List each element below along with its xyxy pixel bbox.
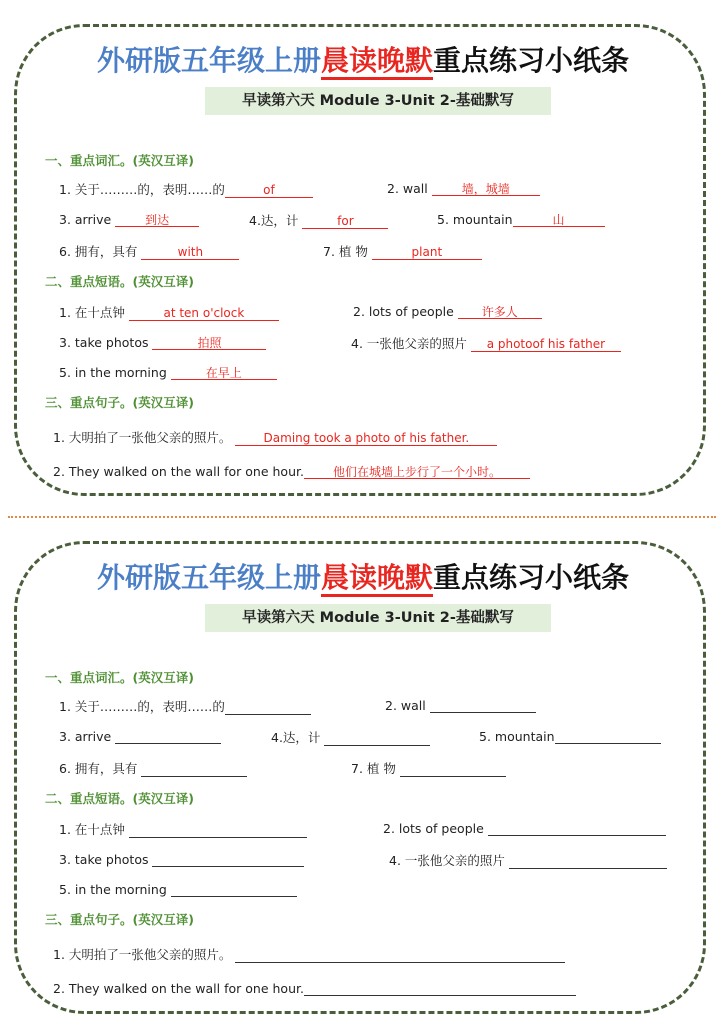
question-text: 2. wall xyxy=(385,698,426,713)
phrase-item-5 xyxy=(59,881,297,897)
blank-card xyxy=(14,541,706,1014)
question-text: 2. They walked on the wall for one hour. xyxy=(53,981,304,996)
answer-card xyxy=(14,24,706,496)
answer-blank[interactable] xyxy=(129,305,279,321)
subtitle-banner: 早读第六天 Module 3-Unit 2-基础默写 xyxy=(205,87,551,115)
answer-blank[interactable] xyxy=(458,303,542,319)
title-part-blue: 外研版五年级上册 xyxy=(96,561,321,594)
sentence-item-2 xyxy=(53,463,530,479)
question-text: 2. lots of people xyxy=(353,304,454,319)
answer-blank[interactable] xyxy=(400,761,506,777)
answer-blank[interactable] xyxy=(324,730,430,746)
section-sentences-heading: 三、重点句子。(英汉互译) xyxy=(45,395,194,410)
answer-blank[interactable] xyxy=(141,761,247,777)
question-text: 1. 在十点钟 xyxy=(59,305,125,320)
question-text: 3. arrive xyxy=(59,212,112,227)
answer-blank[interactable] xyxy=(372,244,482,260)
vocab-item-1 xyxy=(59,697,311,715)
question-text: 7. 植 物 xyxy=(323,244,368,259)
question-text: 4.达，计 xyxy=(249,213,299,228)
answer-text: Daming took a photo of his father. xyxy=(263,431,470,445)
question-text: 3. arrive xyxy=(59,729,112,744)
answer-blank[interactable] xyxy=(171,364,277,380)
answer-blank[interactable] xyxy=(304,463,530,479)
question-text: 6. 拥有，具有 xyxy=(59,761,138,776)
answer-blank[interactable] xyxy=(152,851,304,867)
phrase-item-1 xyxy=(59,303,279,321)
sentence-item-1 xyxy=(53,428,497,446)
answer-blank[interactable] xyxy=(430,697,536,713)
vocab-item-4 xyxy=(271,728,430,746)
section-phrases-heading: 二、重点短语。(英汉互译) xyxy=(45,274,194,289)
answer-blank[interactable] xyxy=(509,853,667,869)
answer-blank[interactable] xyxy=(129,822,307,838)
answer-blank[interactable] xyxy=(304,980,576,996)
cut-line xyxy=(8,516,716,518)
question-text: 2. wall xyxy=(387,181,428,196)
phrase-item-3 xyxy=(59,334,266,350)
answer-blank[interactable] xyxy=(225,699,311,715)
question-text: 1. 关于………的，表明……的 xyxy=(59,699,225,714)
answer-text: a photoof his father xyxy=(486,337,606,351)
card-title xyxy=(17,39,709,79)
question-text: 6. 拥有，具有 xyxy=(59,244,138,259)
answer-blank[interactable] xyxy=(115,211,199,227)
title-part-red: 晨读晚默 xyxy=(321,44,433,80)
answer-text: 拍照 xyxy=(197,336,222,350)
question-text: 2. lots of people xyxy=(383,821,484,836)
answer-blank[interactable] xyxy=(302,213,388,229)
answer-blank[interactable] xyxy=(432,180,540,196)
title-part-black: 重点练习小纸条 xyxy=(433,44,630,77)
card-title xyxy=(17,556,709,596)
question-text: 7. 植 物 xyxy=(351,761,396,776)
answer-text: 墙，城墙 xyxy=(461,182,510,196)
vocab-item-7 xyxy=(351,759,506,777)
vocab-item-5 xyxy=(479,728,661,744)
phrase-item-3 xyxy=(59,851,304,867)
answer-blank[interactable] xyxy=(141,244,239,260)
answer-text: 许多人 xyxy=(481,305,518,319)
title-part-black: 重点练习小纸条 xyxy=(433,561,630,594)
section-vocab-heading: 一、重点词汇。(英汉互译) xyxy=(45,153,194,168)
question-text: 1. 大明拍了一张他父亲的照片。 xyxy=(53,430,232,445)
answer-blank[interactable] xyxy=(171,881,297,897)
answer-blank[interactable] xyxy=(235,430,497,446)
sentence-item-1 xyxy=(53,945,565,963)
question-text: 1. 关于………的，表明……的 xyxy=(59,182,225,197)
answer-text: plant xyxy=(411,245,443,259)
title-part-blue: 外研版五年级上册 xyxy=(96,44,321,77)
phrase-item-5 xyxy=(59,364,277,380)
sentence-item-2 xyxy=(53,980,576,996)
answer-text: 他们在城墙上步行了一个小时。 xyxy=(332,465,501,479)
answer-blank[interactable] xyxy=(488,820,666,836)
question-text: 3. take photos xyxy=(59,852,149,867)
question-text: 5. in the morning xyxy=(59,882,167,897)
answer-text: for xyxy=(337,214,354,228)
answer-text: of xyxy=(263,183,275,197)
vocab-item-6 xyxy=(59,759,247,777)
answer-blank[interactable] xyxy=(225,182,313,198)
phrase-item-2 xyxy=(353,303,542,319)
answer-blank[interactable] xyxy=(513,211,605,227)
answer-blank[interactable] xyxy=(235,947,565,963)
question-text: 5. mountain xyxy=(437,212,513,227)
phrase-item-2 xyxy=(383,820,666,836)
question-text: 4.达，计 xyxy=(271,730,321,745)
question-text: 4. 一张他父亲的照片 xyxy=(351,336,467,351)
section-phrases-heading: 二、重点短语。(英汉互译) xyxy=(45,791,194,806)
vocab-item-7 xyxy=(323,242,482,260)
answer-text: 在早上 xyxy=(205,366,242,380)
vocab-item-4 xyxy=(249,211,388,229)
question-text: 1. 大明拍了一张他父亲的照片。 xyxy=(53,947,232,962)
vocab-item-2 xyxy=(387,180,540,196)
vocab-item-3 xyxy=(59,728,221,744)
question-text: 3. take photos xyxy=(59,335,149,350)
answer-text: at ten o'clock xyxy=(163,306,245,320)
question-text: 5. in the morning xyxy=(59,365,167,380)
title-part-red: 晨读晚默 xyxy=(321,561,433,597)
vocab-item-6 xyxy=(59,242,239,260)
answer-blank[interactable] xyxy=(471,336,621,352)
phrase-item-1 xyxy=(59,820,307,838)
question-text: 1. 在十点钟 xyxy=(59,822,125,837)
subtitle-banner: 早读第六天 Module 3-Unit 2-基础默写 xyxy=(205,604,551,632)
question-text: 5. mountain xyxy=(479,729,555,744)
vocab-item-2 xyxy=(385,697,536,713)
answer-blank[interactable] xyxy=(152,334,266,350)
section-sentences-heading: 三、重点句子。(英汉互译) xyxy=(45,912,194,927)
answer-text: 山 xyxy=(552,213,565,227)
question-text: 4. 一张他父亲的照片 xyxy=(389,853,505,868)
answer-text: 到达 xyxy=(145,213,170,227)
section-vocab-heading: 一、重点词汇。(英汉互译) xyxy=(45,670,194,685)
answer-blank[interactable] xyxy=(555,728,661,744)
vocab-item-1 xyxy=(59,180,313,198)
answer-text: with xyxy=(177,245,204,259)
phrase-item-4 xyxy=(389,851,667,869)
vocab-item-5 xyxy=(437,211,605,227)
vocab-item-3 xyxy=(59,211,199,227)
phrase-item-4 xyxy=(351,334,621,352)
question-text: 2. They walked on the wall for one hour. xyxy=(53,464,304,479)
answer-blank[interactable] xyxy=(115,728,221,744)
